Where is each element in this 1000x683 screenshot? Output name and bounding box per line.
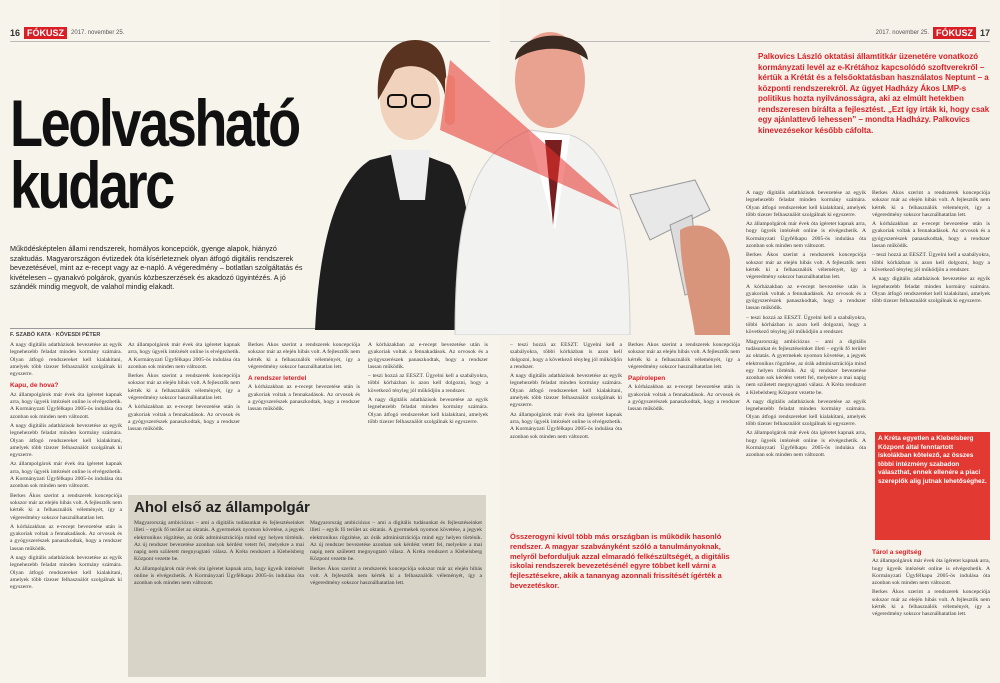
issue-date-right: 2017. november 25. bbox=[875, 30, 929, 36]
page-number-right: 17 bbox=[979, 28, 990, 38]
col1-para-6: A kórházakban az e-recept bevezetése után is gyakoriak voltak a fennakadások. Az orvosok és a gyógyszerészek panaszkodtak, hogy a rendszer lassan működik. bbox=[10, 523, 122, 552]
sidebar-col-1 bbox=[134, 520, 304, 675]
spread-illustration bbox=[300, 0, 730, 335]
rc4-para-3: – teszi hozzá az EESZT. Ügyelni kell a szabályokra, többi kórházban is azon kell dolgozni, hogy a következő tényleg jól működjön a rendszer. bbox=[872, 252, 990, 273]
byline: F. SZABÓ KATA · KÖVESDI PÉTER bbox=[10, 332, 101, 338]
rc1-para-2: A nagy digitális adatbázisok bevezetése az egyik legnehezebb feladat minden kormány számára. Olyan átfogó rendszereket kell kialakítani, amelyek több tízezer felhasználót szolgálnak ki egyszerre. bbox=[510, 373, 622, 409]
column-1 bbox=[10, 342, 122, 678]
sidebar-para-3: Magyarország ambiciózus – ami a digitális tudásunkat és fejlesztéseinket illeti – egyik fő terület az oktatás. A gyermekek nyomon követése, a jegyek elektronikus rögzítése, az órák adminisztrációja mind egy helyen történik. Az új rendszer bevezetése azonban sok kérdést vetett fel, melyekre a mai napig nem született megnyugtató válasz. A Kréta rendszert a Klebelsberg Központ vezette be. bbox=[310, 520, 482, 563]
intro-pull-quote: Palkovics László oktatási államtitkár üzenetére vonatkozó kormányzati levél az e-Krétához kapcsolódó szoftverekről – kértük a Krétát és a felsőoktatásban használatos Neptunt – a központi rendszerekről. Az ügyet Hadházy Ákos LMP-s politikus hozta nyilvánosságra, aki az elmúlt hetekben rendszeresen bírálta a fejlesztést. „Ezt így írták ki, hogy csak egy ajánlattevő lehessen” – mondta Hadházy. Palkovics kinevezésekor később cáfolta. bbox=[758, 52, 990, 135]
sidebar-para-4: Berkes Ákos szerint a rendszerek koncepciója sokszor már az elején hibás volt. A fejlesztők nem kérték ki a felhasználók véleményét, így a végeredmény sokszor használhatatlan lett. bbox=[310, 565, 482, 587]
lead-paragraph: Működésképtelen állami rendszerek, homályos koncepciók, gyenge alapok, hiányzó szaktudás. Magyarországon évtizedek óta kísérleteznek olyan átfogó digitális rendszerek bevezetésével, mint az e-recept vagy az e-napló. A végeredmény – botlatlan szolgáltatás és kivételesen – gyanakvó polgárok, gyanús közbeszerzések és akadozó ügyintézés. A jó szándék mindig megvolt, de valahol mindig elakadt. bbox=[10, 244, 303, 292]
woman-jacket bbox=[315, 150, 472, 330]
col3-para: Berkes Ákos szerint a rendszerek koncepciója sokszor már az elején hibás volt. A fejlesztők nem kérték ki a felhasználók véleményét, így a végeredmény sokszor használhatatlan lett. bbox=[248, 342, 360, 370]
rc3-para-8: Az állampolgárok már évek óta ígéretet kapnak arra, hogy ügyeik intézését online is elvégezhetik. A Kormányzati Ügyfélkapu 2005-ös indulása óta azonban sok minden nem változott. bbox=[746, 430, 866, 459]
col2-para: Az állampolgárok már évek óta ígéretet kapnak arra, hogy ügyeik intézését online is elvégezhetik. A Kormányzati Ügyfélkapu 2005-ös indulása óta azonban sok minden nem változott. bbox=[128, 342, 240, 370]
rc2-para: Berkes Ákos szerint a rendszerek koncepciója sokszor már az elején hibás volt. A fejlesztők nem kérték ki a felhasználók véleményét, így a végeredmény sokszor használhatatlan lett. bbox=[628, 342, 740, 370]
brand-logo-right: FÓKUSZ bbox=[933, 27, 976, 39]
rc4b-para: Az állampolgárok már évek óta ígéretet kapnak arra, hogy ügyeik intézését online is elvégezhetik. A Kormányzati Ügyfélkapu 2005-ös indulása óta azonban sok minden nem változott. bbox=[872, 558, 990, 587]
sidebar-para: Magyarország ambiciózus – ami a digitális tudásunkat és fejlesztéseinket illeti – egyik fő terület az oktatás. A gyermekek nyomon követése, a jegyek elektronikus rögzítése, az órák adminisztrációja mind egy helyen történik. Az új rendszer bevezetése azonban sok kérdést vetett fel, melyekre a mai napig nem született megnyugtató válasz. A Kréta rendszert a Klebelsberg Központ vezette be. bbox=[134, 520, 304, 563]
right-pull-quote: Összerogyni kívül több más országban is működik hasonló rendszer. A magyar szabványként szóló a tanulmányoknak, melyről beforduljuk azzal elmaradó felkészültségét, a digitális iskolai rendszerek bevezetésénél egyre többet kell várni a fejlesztésekre, akik a tananyag azonnali frissítését ígérték a bevezetéskor. bbox=[510, 532, 730, 590]
rc4-para: Berkes Ákos szerint a rendszerek koncepciója sokszor már az elején hibás volt. A fejlesztők nem kérték ki a felhasználók véleményét, így a végeredmény sokszor használhatatlan lett. bbox=[872, 190, 990, 218]
rc3-para-7: A nagy digitális adatbázisok bevezetése az egyik legnehezebb feladat minden kormány számára. Olyan átfogó rendszereket kell kialakítani, amelyek több tízezer felhasználót szolgálnak ki egyszerre. bbox=[746, 399, 866, 427]
right-column-4 bbox=[872, 190, 990, 430]
rc2-para-2: A kórházakban az e-recept bevezetése után is gyakoriak voltak a fennakadások. Az orvosok és a gyógyszerészek panaszkodtak, hogy a rendszer lassan működik. bbox=[628, 384, 740, 413]
left-header bbox=[10, 26, 124, 40]
column-2 bbox=[128, 342, 240, 492]
title-line-1: Leolvasható bbox=[10, 86, 299, 160]
col4-para-2: – teszi hozzá az EESZT. Ügyelni kell a szabályokra, többi kórházban is azon kell dolgozni, hogy a következő tényleg jól működjön a rendszer. bbox=[368, 373, 488, 394]
sidebar-para-2: Az állampolgárok már évek óta ígéretet kapnak arra, hogy ügyeik intézését online is elvégezhetik. A Kormányzati Ügyfélkapu 2005-ös indulása óta azonban sok minden nem változott. bbox=[134, 565, 304, 587]
subhead-rendszer: A rendszer leterdel bbox=[248, 375, 307, 383]
col2-para-3: A kórházakban az e-recept bevezetése után is gyakoriak voltak a fennakadások. Az orvosok és a gyógyszerészek panaszkodtak, hogy a rendszer lassan működik. bbox=[128, 404, 240, 433]
brand-logo: FÓKUSZ bbox=[24, 27, 67, 39]
rc3-para-3: Berkes Ákos szerint a rendszerek koncepciója sokszor már az elején hibás volt. A fejlesztők nem kérték ki a felhasználók véleményét, így a végeredmény sokszor használhatatlan lett. bbox=[746, 252, 866, 281]
rc4-para-2: A kórházakban az e-recept bevezetése után is gyakoriak voltak a fennakadások. Az orvosok és a gyógyszerészek panaszkodtak, hogy a rendszer lassan működik. bbox=[872, 221, 990, 250]
col1-para-2: Az állampolgárok már évek óta ígéretet kapnak arra, hogy ügyeik intézését online is elvégezhetik. A Kormányzati Ügyfélkapu 2005-ös indulása óta azonban sok minden nem változott. bbox=[10, 391, 122, 420]
title-line-2: kudarc bbox=[10, 148, 173, 222]
col1-para-3: A nagy digitális adatbázisok bevezetése az egyik legnehezebb feladat minden kormány számára. Olyan átfogó rendszereket kell kialakítani, amelyek több tízezer felhasználót szolgálnak ki egyszerre. bbox=[10, 422, 122, 459]
scanner-hand bbox=[680, 225, 730, 335]
col1-para-5: Berkes Ákos szerint a rendszerek koncepciója sokszor már az elején hibás volt. A fejlesztők nem kérték ki a felhasználók véleményét, így a végeredmény sokszor használhatatlan lett. bbox=[10, 492, 122, 521]
red-callout: A Kréta egyetlen a Klebelsberg Központ által fenntartott iskolákban kötelező, az összes többi intézmény szabadon választhat, ennek ellenére a piaci szereplők alig jutnak lehetőséghez. bbox=[875, 432, 990, 540]
rc4b-para-2: Berkes Ákos szerint a rendszerek koncepciója sokszor már az elején hibás volt. A fejlesztők nem kérték ki a felhasználók véleményét, így a végeredmény sokszor használhatatlan lett. bbox=[872, 589, 990, 618]
rc3-para-4: A kórházakban az e-recept bevezetése után is gyakoriak voltak a fennakadások. Az orvosok és a gyógyszerészek panaszkodtak, hogy a rendszer lassan működik. bbox=[746, 283, 866, 312]
right-column-1 bbox=[510, 342, 622, 527]
col3-para-2: A kórházakban az e-recept bevezetése után is gyakoriak voltak a fennakadások. Az orvosok és a gyógyszerészek panaszkodtak, hogy a rendszer lassan működik. bbox=[248, 384, 360, 413]
col4-para-3: A nagy digitális adatbázisok bevezetése az egyik legnehezebb feladat minden kormány számára. Olyan átfogó rendszereket kell kialakítani, amelyek több tízezer felhasználót szolgálnak ki egyszerre. bbox=[368, 397, 488, 425]
right-column-2 bbox=[628, 342, 740, 527]
subhead-kapu: Kapu, de hova? bbox=[10, 382, 59, 390]
right-column-4b bbox=[872, 545, 990, 678]
rc3-para-6: Magyarország ambiciózus – ami a digitális tudásunkat és fejlesztéseinket illeti – egyik fő terület az oktatás. A gyermekek nyomon követése, a jegyek elektronikus rögzítése, az órák adminisztrációja mind egy helyen történik. Az új rendszer bevezetése azonban sok kérdést vetett fel, melyekre a mai napig nem született megnyugtató válasz. A Kréta rendszert a Klebelsberg Központ vezette be. bbox=[746, 338, 866, 396]
rc1-para-3: Az állampolgárok már évek óta ígéretet kapnak arra, hogy ügyeik intézését online is elvégezhetik. A Kormányzati Ügyfélkapu 2005-ös indulása óta azonban sok minden nem változott. bbox=[510, 411, 622, 440]
rc4-para-4: A nagy digitális adatbázisok bevezetése az egyik legnehezebb feladat minden kormány számára. Olyan átfogó rendszereket kell kialakítani, amelyek több tízezer felhasználót szolgálnak ki egyszerre. bbox=[872, 276, 990, 305]
right-header bbox=[876, 26, 990, 40]
column-4 bbox=[368, 342, 488, 492]
col2-para-2: Berkes Ákos szerint a rendszerek koncepciója sokszor már az elején hibás volt. A fejlesztők nem kérték ki a felhasználók véleményét, így a végeredmény sokszor használhatatlan lett. bbox=[128, 373, 240, 402]
sidebar-col-2 bbox=[310, 520, 482, 675]
page-number: 16 bbox=[10, 28, 21, 38]
rc3-para: A nagy digitális adatbázisok bevezetése az egyik legnehezebb feladat minden kormány számára. Olyan átfogó rendszereket kell kialakítani, amelyek több tízezer felhasználót szolgálnak ki egyszerre. bbox=[746, 190, 866, 218]
right-column-3 bbox=[746, 190, 866, 678]
subhead-papir: Papírolepen bbox=[628, 375, 666, 383]
sidebar-box-title: Ahol első az állampolgár bbox=[134, 499, 310, 516]
rc3-para-2: Az állampolgárok már évek óta ígéretet kapnak arra, hogy ügyeik intézését online is elvégezhetik. A Kormányzati Ügyfélkapu 2005-ös indulása óta azonban sok minden nem változott. bbox=[746, 221, 866, 250]
col1-para-7: A nagy digitális adatbázisok bevezetése az egyik legnehezebb feladat minden kormány számára. Olyan átfogó rendszereket kell kialakítani, amelyek több tízezer felhasználót szolgálnak ki egyszerre. bbox=[10, 555, 122, 591]
col1-para: A nagy digitális adatbázisok bevezetése az egyik legnehezebb feladat minden kormány számára. Olyan átfogó rendszereket kell kialakítani, amelyek több tízezer felhasználót szolgálnak ki egyszerre. bbox=[10, 342, 122, 378]
subhead-tarol: Tárol a segítség bbox=[872, 549, 922, 556]
col1-para-4: Az állampolgárok már évek óta ígéretet kapnak arra, hogy ügyeik intézését online is elvégezhetik. A Kormányzati Ügyfélkapu 2005-ös indulása óta azonban sok minden nem változott. bbox=[10, 461, 122, 490]
page-title bbox=[10, 86, 299, 222]
col4-para: A kórházakban az e-recept bevezetése után is gyakoriak voltak a fennakadások. Az orvosok és a gyógyszerészek panaszkodtak, hogy a rendszer lassan működik. bbox=[368, 342, 488, 370]
issue-date: 2017. november 25. bbox=[71, 30, 125, 36]
rc3-para-5: – teszi hozzá az EESZT. Ügyelni kell a szabályokra, többi kórházban is azon kell dolgozni, hogy a következő tényleg jól működjön a rendszer. bbox=[746, 314, 866, 336]
rc1-para: – teszi hozzá az EESZT. Ügyelni kell a szabályokra, többi kórházban is azon kell dolgozni, hogy a következő tényleg jól működjön a rendszer. bbox=[510, 342, 622, 370]
column-3 bbox=[248, 342, 360, 492]
